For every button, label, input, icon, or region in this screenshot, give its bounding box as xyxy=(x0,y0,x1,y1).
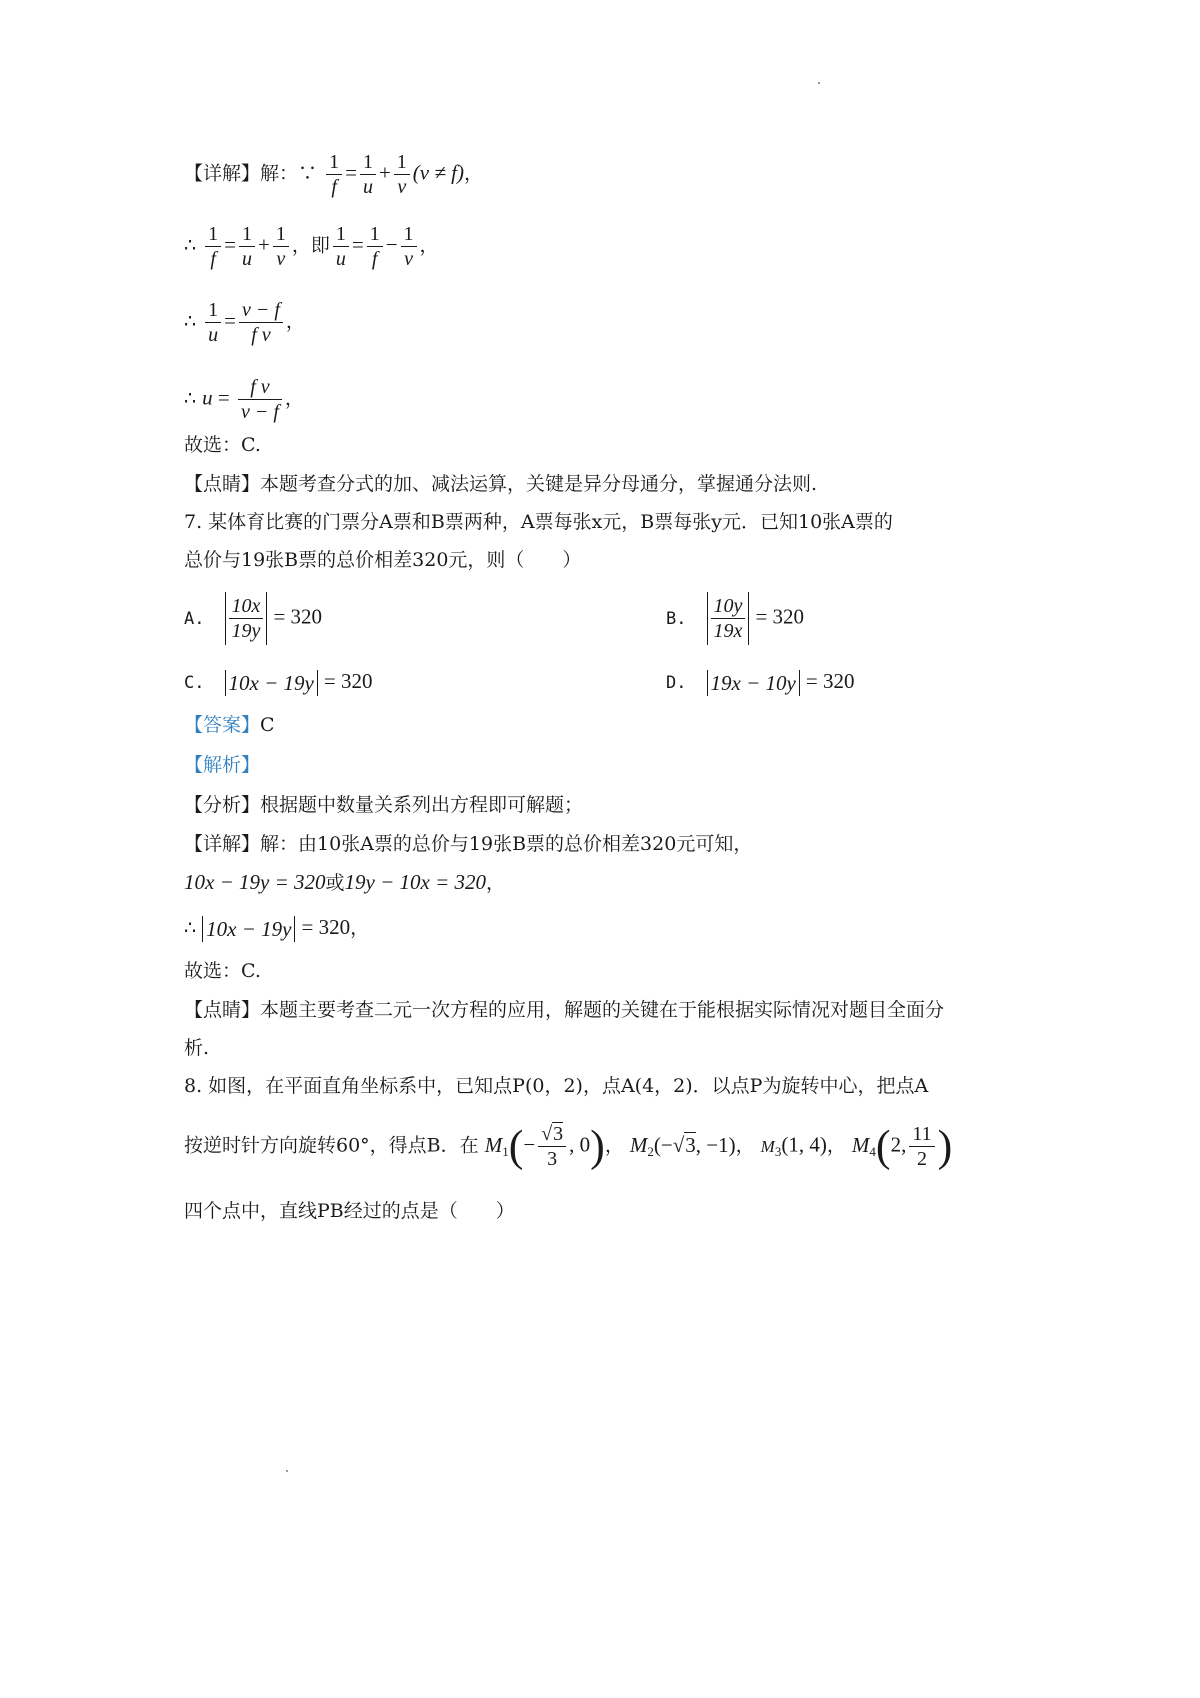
comma: ， xyxy=(463,162,483,185)
option-b-num: 10y xyxy=(711,594,746,619)
frac-1-v: $\frac{1}{v}$ xyxy=(401,222,417,271)
option-c-rhs: = 320 xyxy=(323,669,373,693)
frac-v-f-over-fv: $\frac{v - f}{\text{f v}}$ xyxy=(239,298,283,347)
step-line-3: ∴ u = $\frac{\text{f v}}{v - f}$ ， xyxy=(184,376,304,423)
answer-value: C xyxy=(260,714,275,736)
condition: (v ≠ f) xyxy=(412,160,464,185)
therefore-symbol: ∴ xyxy=(184,917,197,939)
q7-line-2: 总价与19张B票的总价相差320元，则（ ） xyxy=(184,549,582,571)
option-a-label: A. xyxy=(184,608,205,629)
point-m2-label: $M_2$ xyxy=(629,1132,654,1159)
frac-1-v: $\frac{1}{v}$ xyxy=(394,150,410,199)
point-m1-label: $M_1$ xyxy=(484,1132,509,1159)
fenxi-label: 【分析】 xyxy=(184,794,261,816)
answer-line xyxy=(184,712,275,738)
option-a-rhs: = 320 xyxy=(273,604,323,629)
dianjing-1 xyxy=(184,471,817,497)
frac-1-u: $\frac{1}{u}$ xyxy=(205,298,221,347)
option-b xyxy=(666,592,804,645)
dianjing-2-line-2: 析. xyxy=(184,1037,210,1059)
therefore-symbol: ∴ xyxy=(184,310,197,333)
option-c-expr: 10x − 19y xyxy=(225,670,318,696)
detail-text: 解： xyxy=(260,162,299,185)
frac-1-u: $\frac{1}{u}$ xyxy=(333,222,349,271)
frac-1-f: $\frac{1}{f}$ xyxy=(326,150,342,199)
gu-xuan-2: 故选：C. xyxy=(184,960,261,982)
point-m3-label: $M_3$ xyxy=(760,1136,782,1159)
detail-2-text: 解：由10张A票的总价与19张B票的总价相差320元可知， xyxy=(260,833,753,855)
option-b-rhs: = 320 xyxy=(755,604,805,629)
frac-1-f: $\frac{1}{f}$ xyxy=(367,222,383,271)
comma: ， xyxy=(485,872,505,894)
frac-1-u: $\frac{1}{u}$ xyxy=(360,150,376,199)
option-a xyxy=(184,592,322,645)
equation-2: 19y − 10x = 320 xyxy=(344,870,486,894)
option-c xyxy=(184,668,372,696)
option-d-label: D. xyxy=(666,673,687,693)
comma: ， xyxy=(285,310,305,333)
option-d-expr: 19x − 10y xyxy=(707,670,800,696)
ji-text: ，即 xyxy=(291,234,330,257)
q8-line-1: 8. 如图，在平面直角坐标系中，已知点P(0，2)，点A(4，2)．以点P为旋转中心，把点A xyxy=(184,1075,929,1097)
option-a-den: 19y xyxy=(231,620,261,642)
dianjing-text: 本题考查分式的加、减法运算，关键是异分母通分，掌握通分法则. xyxy=(260,473,818,495)
because-symbol: ∵ xyxy=(298,162,318,185)
frac-11-over-2: $\frac{11}{2}$ xyxy=(909,1122,934,1171)
gu-xuan-1: 故选：C. xyxy=(184,434,261,456)
or-text: 或 xyxy=(325,872,345,894)
q8-line-2: 按逆时针方向旋转60°，得点B．在 $M_1(-$ $\frac{√3}{3}$ , 0)， $M_2(-√3$, −1)， $M_3(1$, 4)， $M_4(2$, $\frac{11}{2}$ ) xyxy=(184,1121,953,1171)
therefore-symbol: ∴ xyxy=(184,234,197,257)
option-d xyxy=(666,668,854,696)
step-line-2: ∴ $\frac{1}{u}$ = $\frac{v - f}{\text{f v}}$ ， xyxy=(184,299,305,346)
comma: ， xyxy=(350,917,370,939)
detail-line-1: 【详解】解：∵ $\frac{1}{f}$ = $\frac{1}{u}$ + $\frac{1}{v}$ (v ≠ f)， xyxy=(184,151,483,198)
frac-1-f: $\frac{1}{f}$ xyxy=(205,222,221,271)
option-a-num: 10x xyxy=(229,594,264,619)
option-c-label: C. xyxy=(184,673,205,693)
dianjing-2-line-1 xyxy=(184,997,944,1023)
abs-rhs: = 320 xyxy=(301,915,351,939)
detail-2-line-1 xyxy=(184,831,752,857)
abs-expression: 10x − 19y xyxy=(202,916,295,942)
point-m4-label: $M_4$ xyxy=(851,1132,876,1159)
answer-label: 【答案】 xyxy=(184,714,261,736)
frac-1-v: $\frac{1}{v}$ xyxy=(273,222,289,271)
q8-line-3: 四个点中，直线PB经过的点是（ ） xyxy=(184,1200,515,1222)
fenxi-text: 根据题中数量关系列出方程即可解题； xyxy=(260,794,584,816)
dianjing-2-text: 本题主要考查二元一次方程的应用，解题的关键在于能根据实际情况对题目全面分 xyxy=(260,999,945,1021)
detail-2-line-2 xyxy=(184,869,505,896)
q7-line-1: 7. 某体育比赛的门票分A票和B票两种，A票每张x元，B票每张y元．已知10张A票的 xyxy=(184,511,893,533)
frac-sqrt3-over-3: $\frac{√3}{3}$ xyxy=(538,1122,566,1171)
comma: ， xyxy=(419,234,439,257)
comma: ， xyxy=(284,387,304,410)
option-a-abs xyxy=(225,592,268,645)
frac-fv-over-v-f: $\frac{\text{f v}}{v - f}$ xyxy=(238,375,282,424)
q8-line-2-text: 按逆时针方向旋转60°，得点B．在 xyxy=(184,1134,479,1157)
fenxi-line xyxy=(184,792,583,818)
option-b-label: B. xyxy=(666,608,687,629)
equation-1: 10x − 19y = 320 xyxy=(184,870,326,894)
detail-2-line-3 xyxy=(184,914,369,942)
option-b-abs xyxy=(707,592,750,645)
dianjing-2-label: 【点睛】 xyxy=(184,999,261,1021)
frac-1-u: $\frac{1}{u}$ xyxy=(239,222,255,271)
option-b-den: 19x xyxy=(713,620,743,642)
dianjing-label: 【点睛】 xyxy=(184,473,261,495)
detail-label: 【详解】 xyxy=(184,162,261,185)
therefore-symbol: ∴ xyxy=(184,387,197,410)
step-line-1: ∴ $\frac{1}{f}$ = $\frac{1}{u}$ + $\frac{1}{v}$ ，即 $\frac{1}{u}$ = $\frac{1}{f}$ − $\frac{1}{v}$ ， xyxy=(184,223,439,270)
option-d-rhs: = 320 xyxy=(805,669,855,693)
detail-2-label: 【详解】 xyxy=(184,833,261,855)
jiexi-label: 【解析】 xyxy=(184,754,261,776)
